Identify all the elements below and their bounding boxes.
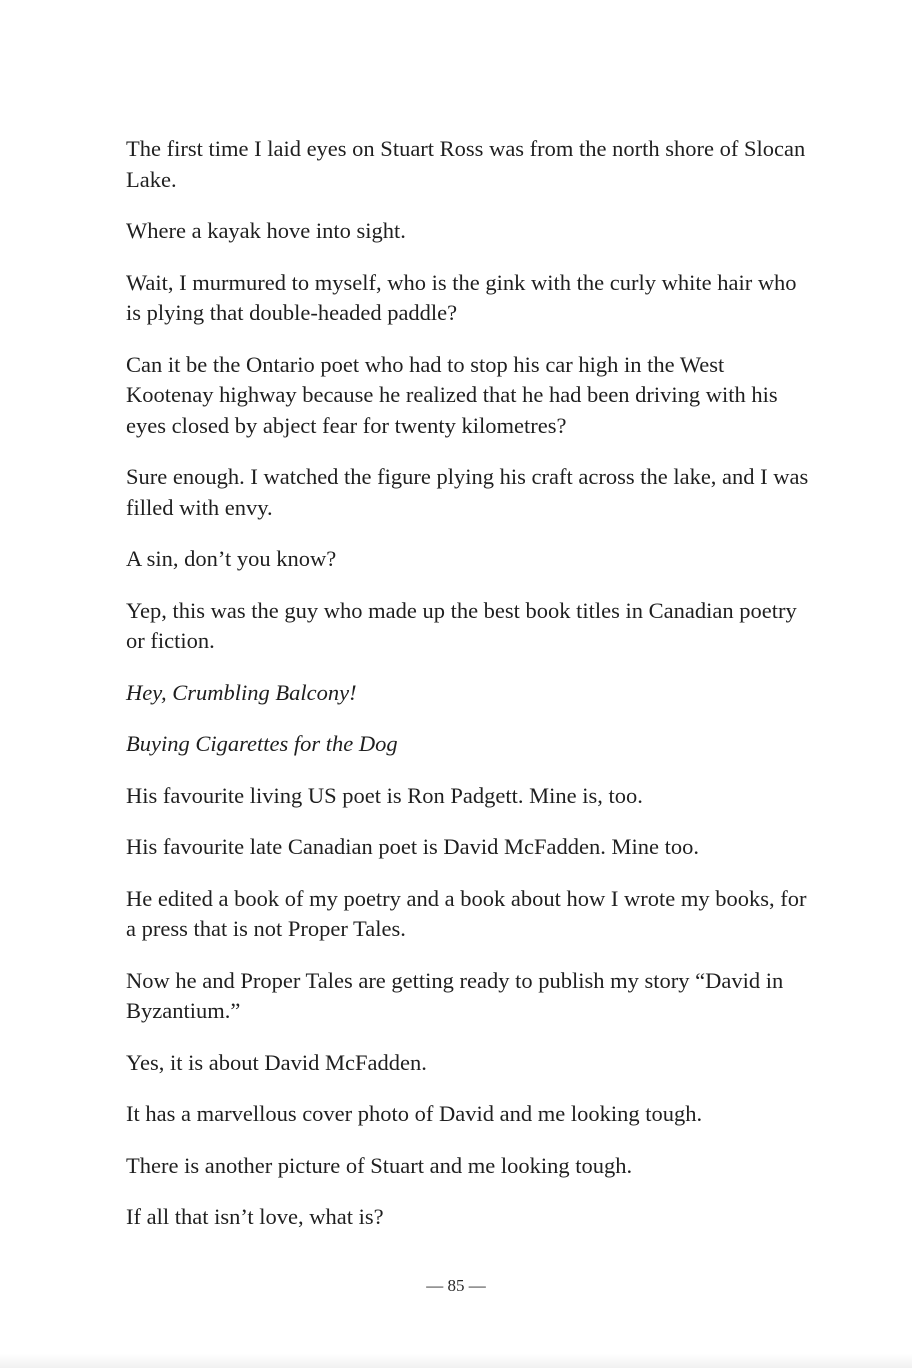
paragraph: His favourite late Canadian poet is David McFadden. Mine too. [126, 834, 699, 859]
paragraph: Can it be the Ontario poet who had to stop his car high in the West Kootenay highway because he realized that he had been driving with his eyes closed by abject fear for twenty kilometres? [126, 351, 778, 438]
paragraph: It has a marvellous cover photo of David and me looking tough. [126, 1101, 703, 1126]
page-number: — 85 — [426, 1276, 486, 1295]
book-title-line: Hey, Crumbling Balcony! [126, 679, 357, 705]
paragraph: Yep, this was the guy who made up the best book titles in Canadian poetry or fiction. [126, 597, 797, 653]
paragraph: Sure enough. I watched the figure plying his craft across the lake, and I was filled with envy. [126, 464, 809, 520]
paragraph: He edited a book of my poetry and a book about how I wrote my books, for a press that is not Proper Tales. [126, 885, 807, 941]
paragraph: Where a kayak hove into sight. [126, 218, 406, 243]
paragraph: Wait, I murmured to myself, who is the gink with the curly white hair who is plying that double-headed paddle? [126, 269, 797, 325]
paragraph: The first time I laid eyes on Stuart Ross was from the north shore of Slocan Lake. [126, 136, 806, 192]
page-edge-shadow [0, 1354, 912, 1368]
paragraph: Now he and Proper Tales are getting ready to publish my story “David in Byzantium.” [126, 967, 784, 1023]
paragraph: Yes, it is about David McFadden. [126, 1049, 427, 1075]
paragraph: A sin, don’t you know? [126, 546, 337, 571]
paragraph: If all that isn’t love, what is? [126, 1204, 384, 1229]
paragraph: There is another picture of Stuart and me looking tough. [126, 1152, 633, 1178]
body-text [126, 134, 816, 1254]
paragraph: His favourite living US poet is Ron Padgett. Mine is, too. [126, 782, 643, 808]
book-title-line: Buying Cigarettes for the Dog [126, 731, 398, 756]
